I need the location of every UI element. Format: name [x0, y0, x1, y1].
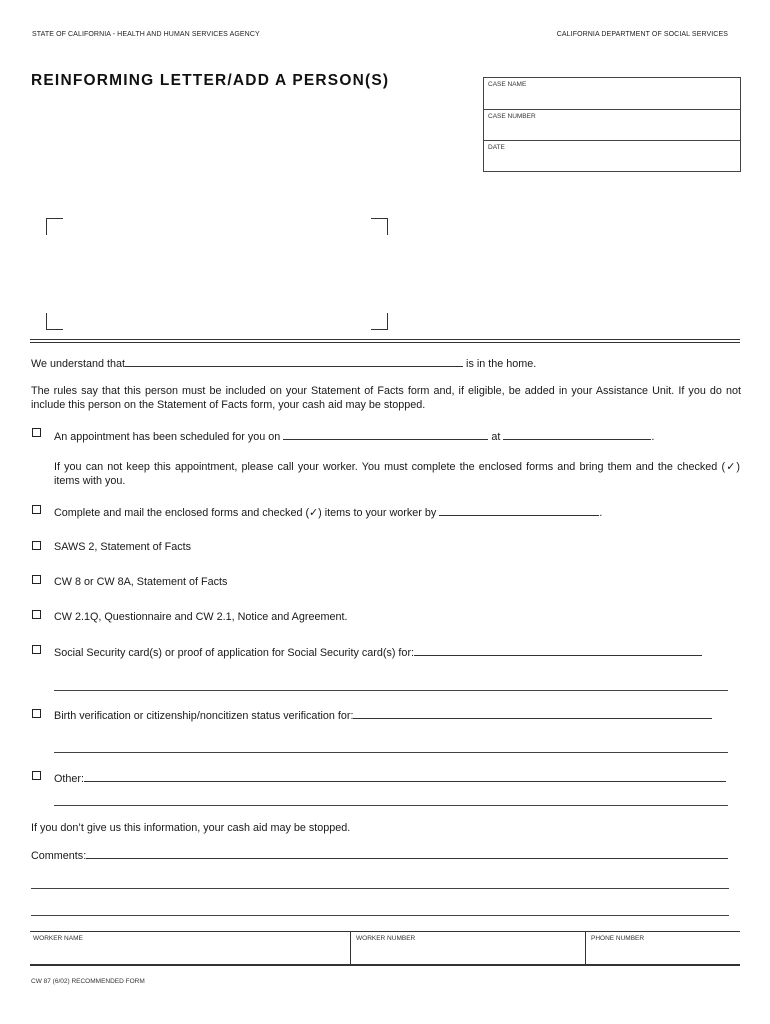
- ssn-names-blank[interactable]: [414, 645, 702, 656]
- ssn-names-blank-line[interactable]: [54, 690, 728, 691]
- worker-number-label: WORKER NUMBER: [356, 935, 416, 942]
- divider-line: [30, 339, 740, 340]
- worker-info-row: [30, 931, 740, 965]
- case-name-field[interactable]: [484, 78, 740, 109]
- agency-header: STATE OF CALIFORNIA - HEALTH AND HUMAN SERVICES AGENCY: [32, 31, 260, 38]
- date-field[interactable]: [484, 140, 740, 171]
- cw21-checkbox[interactable]: [32, 610, 41, 619]
- date-label: DATE: [488, 144, 505, 151]
- divider-line: [30, 342, 740, 343]
- saws2-checkbox[interactable]: [32, 541, 41, 550]
- address-corner-top-right: [371, 218, 388, 235]
- cw8-checkbox[interactable]: [32, 575, 41, 584]
- mail-end: .: [599, 507, 603, 519]
- address-corner-top-left: [46, 218, 63, 235]
- mail-line: [54, 505, 602, 520]
- warning-text: If you don’t give us this information, your cash aid may be stopped.: [31, 822, 351, 834]
- worker-name-label: WORKER NAME: [33, 935, 83, 942]
- address-corner-bottom-right: [371, 313, 388, 330]
- phone-number-field[interactable]: [585, 932, 741, 964]
- mail-by-date-blank[interactable]: [439, 505, 599, 516]
- birth-line: [54, 708, 712, 723]
- appointment-line: [54, 429, 654, 444]
- bottom-divider-line: [30, 965, 740, 966]
- ssn-checkbox[interactable]: [32, 645, 41, 654]
- other-blank[interactable]: [84, 771, 726, 782]
- other-blank-line[interactable]: [54, 805, 728, 806]
- form-title: REINFORMING LETTER/ADD A PERSON(S): [31, 72, 390, 89]
- other-line: [54, 771, 726, 786]
- case-number-label: CASE NUMBER: [488, 113, 536, 120]
- ssn-label: Social Security card(s) or proof of application for Social Security card(s) for:: [54, 647, 415, 659]
- comments-line: [31, 848, 728, 863]
- understand-line: [31, 356, 536, 371]
- comments-blank-line[interactable]: [31, 888, 729, 889]
- cw21-label: CW 2.1Q, Questionnaire and CW 2.1, Notice and Agreement.: [54, 611, 348, 623]
- birth-checkbox[interactable]: [32, 709, 41, 718]
- appointment-end: .: [651, 431, 655, 443]
- mail-prefix: Complete and mail the enclosed forms and checked (✓) items to your worker by: [54, 507, 437, 519]
- case-number-field[interactable]: [484, 109, 740, 140]
- person-name-blank[interactable]: [125, 356, 463, 367]
- birth-label: Birth verification or citizenship/noncitizen status verification for:: [54, 710, 354, 722]
- cw8-label: CW 8 or CW 8A, Statement of Facts: [54, 576, 228, 588]
- comments-label: Comments:: [31, 850, 87, 862]
- understand-prefix: We understand that: [31, 358, 126, 370]
- understand-suffix: is in the home.: [466, 358, 537, 370]
- worker-name-field[interactable]: [30, 932, 350, 964]
- appointment-date-blank[interactable]: [283, 429, 488, 440]
- rules-paragraph: The rules say that this person must be included on your Statement of Facts form and, if eligible, be added in your Assistance Unit. If you do not include this person on the Statement of Facts form, your cash aid may be stopped.: [31, 385, 741, 411]
- appointment-checkbox[interactable]: [32, 428, 41, 437]
- ssn-line: [54, 645, 702, 660]
- worker-number-field[interactable]: [350, 932, 586, 964]
- case-name-label: CASE NAME: [488, 81, 527, 88]
- mail-checkbox[interactable]: [32, 505, 41, 514]
- comments-blank-line[interactable]: [31, 915, 729, 916]
- form-footer: CW 87 (6/02) RECOMMENDED FORM: [31, 978, 145, 985]
- case-info-box: [483, 77, 741, 172]
- department-header: CALIFORNIA DEPARTMENT OF SOCIAL SERVICES: [556, 31, 728, 38]
- appointment-note: If you can not keep this appointment, please call your worker. You must complete the enclosed forms and bring them and the checked (✓) items with you.: [54, 461, 740, 487]
- other-label: Other:: [54, 773, 85, 785]
- birth-names-blank[interactable]: [353, 708, 712, 719]
- appointment-prefix: An appointment has been scheduled for you on: [54, 431, 281, 443]
- address-corner-bottom-left: [46, 313, 63, 330]
- birth-names-blank-line[interactable]: [54, 752, 728, 753]
- phone-number-label: PHONE NUMBER: [591, 935, 645, 942]
- appointment-time-blank[interactable]: [503, 429, 651, 440]
- other-checkbox[interactable]: [32, 771, 41, 780]
- comments-blank[interactable]: [86, 848, 728, 859]
- saws2-label: SAWS 2, Statement of Facts: [54, 541, 192, 553]
- appointment-at: at: [491, 431, 501, 443]
